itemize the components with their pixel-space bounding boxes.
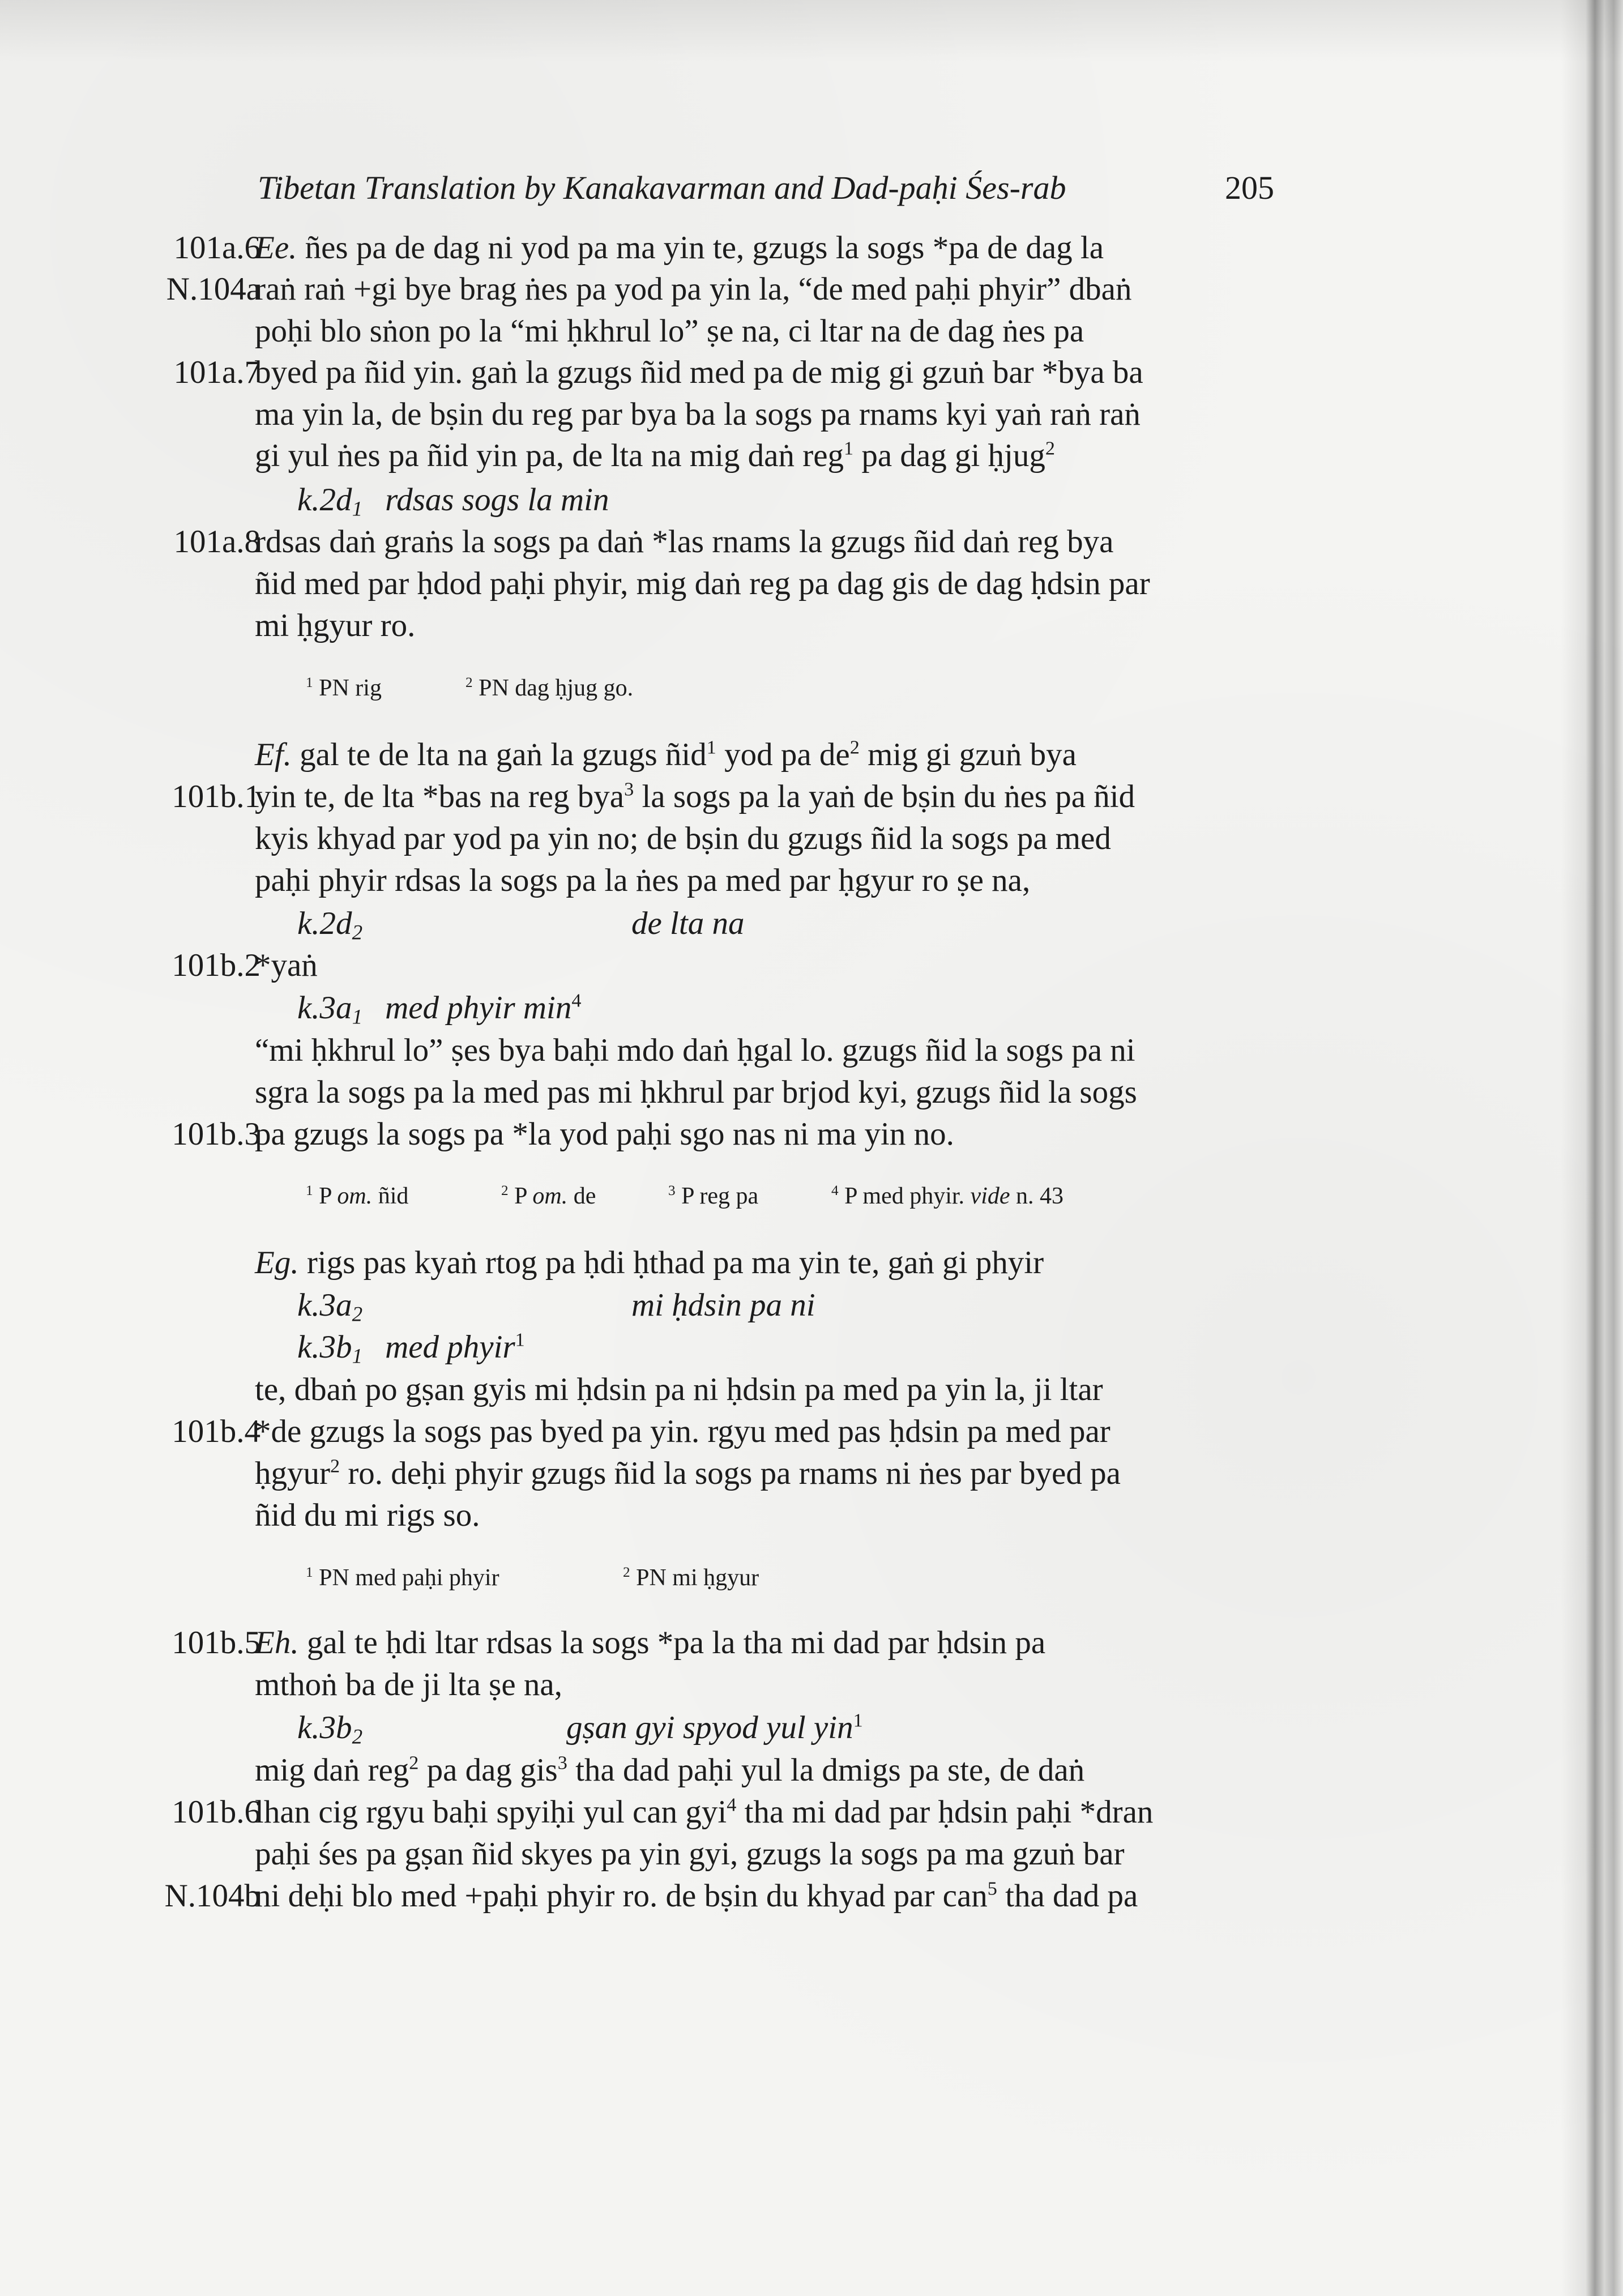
ref-101b1: 101b.1 — [172, 779, 260, 814]
text-line: sgra la sogs pa la med pas mi ḥkhrul par brjod kyi, gzugs ñid la sogs — [255, 1074, 1137, 1110]
footnote: $^2$ PN mi ḥgyur — [623, 1564, 759, 1591]
text-line: ñid du mi rigs so. — [255, 1497, 480, 1533]
karika-text: de lta na — [631, 906, 745, 941]
footnote: $^1$ P om. ñid — [306, 1183, 409, 1209]
text-line: pa gzugs la sogs pa *la yod paḥi sgo nas ni ma yin no. — [255, 1116, 954, 1152]
karika-line: $k.2d_1$ rdsas sogs la min — [297, 482, 609, 521]
text-line: paḥi śes pa gṣan ñid skyes pa yin gyi, gzugs la sogs pa ma gzuṅ bar — [255, 1836, 1125, 1872]
footnote-marker: 2 — [1045, 438, 1055, 459]
scan-shadow-top — [0, 0, 1623, 62]
section-label-ee: Ee. — [255, 230, 297, 266]
text-line: *de gzugs la sogs pas byed pa yin. rgyu med pas ḥdsin pa med par — [255, 1414, 1111, 1449]
ref-101a7: 101a.7 — [173, 355, 260, 390]
ref-101b3: 101b.3 — [172, 1116, 260, 1152]
text-line: te, dbaṅ po gṣan gyis mi ḥdsin pa ni ḥdsin pa med pa yin la, ji ltar — [255, 1372, 1103, 1407]
footnote: $^1$ PN rig — [306, 675, 382, 701]
karika-text: gṣan gyi spyod yul yin$^1$ — [566, 1710, 863, 1746]
text-line: mi ḥgyur ro. — [255, 608, 416, 643]
section-label-eh: Eh. — [255, 1625, 299, 1661]
ref-101b5: 101b.5 — [172, 1625, 260, 1661]
text-line: lhan cig rgyu baḥi spyiḥi yul can gyi$^4$ tha mi dad par ḥdsin paḥi *dran — [255, 1794, 1154, 1830]
text-line: byed pa ñid yin. gaṅ la gzugs ñid med pa de mig gi gzuṅ bar *bya ba — [255, 355, 1143, 390]
text-line: kyis khyad par yod pa yin no; de bṣin du gzugs ñid la sogs pa med — [255, 821, 1111, 856]
text-line: rdsas daṅ graṅs la sogs pa daṅ *las rnams la gzugs ñid daṅ reg bya — [255, 524, 1114, 560]
section-label-ef: Ef. — [255, 737, 292, 773]
text-line: poḥi blo sṅon po la “mi ḥkhrul lo” ṣe na, ci ltar na de dag ṅes pa — [255, 313, 1084, 349]
text-line: raṅ raṅ +gi bye brag ṅes pa yod pa yin la, “de med paḥi phyir” dbaṅ — [255, 271, 1132, 307]
footnote: $^3$ P reg pa — [668, 1183, 759, 1209]
text-line: mig daṅ reg$^2$ pa dag gis$^3$ tha dad paḥi yul la dmigs pa ste, de daṅ — [255, 1752, 1085, 1788]
karika-line: $k.3b_1$ med phyir$^1$ — [297, 1329, 525, 1368]
text-line: paḥi phyir rdsas la sogs pa la ṅes pa med par ḥgyur ro ṣe na, — [255, 863, 1031, 898]
text-line: yin te, de lta *bas na reg bya$^3$ la sogs pa la yaṅ de bṣin du ṅes pa ñid — [255, 779, 1135, 814]
footnote: $^2$ P om. de — [501, 1183, 596, 1209]
text-line: ma yin la, de bṣin du reg par bya ba la sogs pa rnams kyi yaṅ raṅ raṅ — [255, 396, 1141, 432]
text-line: *yaṅ — [255, 948, 318, 983]
ref-101a8: 101a.8 — [173, 524, 260, 560]
text-line: ñid med par ḥdod paḥi phyir, mig daṅ reg pa dag gis de dag ḥdsin par — [255, 566, 1150, 601]
ref-101b2: 101b.2 — [172, 948, 260, 983]
running-header — [258, 169, 1274, 214]
karika-text: mi ḥdsin pa ni — [631, 1287, 815, 1323]
text-line: Ef. gal te de lta na gaṅ la gzugs ñid$^1$ yod pa $de^2$ mig gi gzuṅ bya — [255, 737, 1077, 773]
footnote: $^1$ PN med paḥi phyir — [306, 1564, 499, 1591]
karika-line: $k.2d_2$ — [297, 906, 363, 945]
karika-line: $k.3a_2$ — [297, 1287, 363, 1326]
text-line: mthoṅ ba de ji lta ṣe na, — [255, 1667, 562, 1702]
text-line: “mi ḥkhrul lo” ṣes bya baḥi mdo daṅ ḥgal lo. gzugs ñid la sogs pa ni — [255, 1032, 1135, 1068]
ref-101b6: 101b.6 — [172, 1794, 260, 1830]
karika-line: $k.3a_1$ med phyir $\min^4$ — [297, 990, 582, 1029]
page-number: 205 — [1225, 169, 1274, 206]
ref-101b4: 101b.4 — [172, 1414, 260, 1449]
karika-line: $k.3b_2$ — [297, 1710, 363, 1749]
running-title: Tibetan Translation by Kanakavarman and Dad-paḥi Śes-rab — [258, 169, 1066, 206]
text-line: Eg. rigs pas kyaṅ rtog pa ḥdi ḥthad pa ma yin te, gaṅ gi phyir — [255, 1245, 1044, 1281]
text-line: gi yul ṅes pa ñid yin pa, de lta na mig daṅ reg$^1$ pa dag gi ḥjug$^2$ — [255, 438, 1055, 473]
text-line: ḥgyur$^2$ ro. deḥi phyir gzugs ñid la sogs pa rnams ni ṅes par byed pa — [255, 1456, 1121, 1491]
text-line: ni deḥi blo med +paḥi phyir ro. de bṣin du khyad par can$^5$ tha dad pa — [255, 1878, 1138, 1914]
section-label-eg: Eg. — [255, 1245, 299, 1281]
text-line: Eh. gal te ḥdi ltar rdsas la sogs *pa la tha mi dad par ḥdsin pa — [255, 1625, 1046, 1661]
footnote: $^4$ P med phyir. vide n. 43 — [831, 1183, 1064, 1209]
ref-101a6: 101a.6 — [173, 230, 260, 266]
text-line: Ee. ñes pa de dag ni yod pa ma yin te, gzugs la sogs *pa de dag la — [255, 230, 1104, 266]
footnote: $^2$ PN dag ḥjug go. — [465, 675, 634, 701]
ref-n104a: N.104a — [166, 271, 260, 307]
ref-n104b: N.104b — [164, 1878, 260, 1914]
footnote-marker: 1 — [844, 438, 854, 459]
book-binding-edge — [1561, 0, 1623, 2296]
